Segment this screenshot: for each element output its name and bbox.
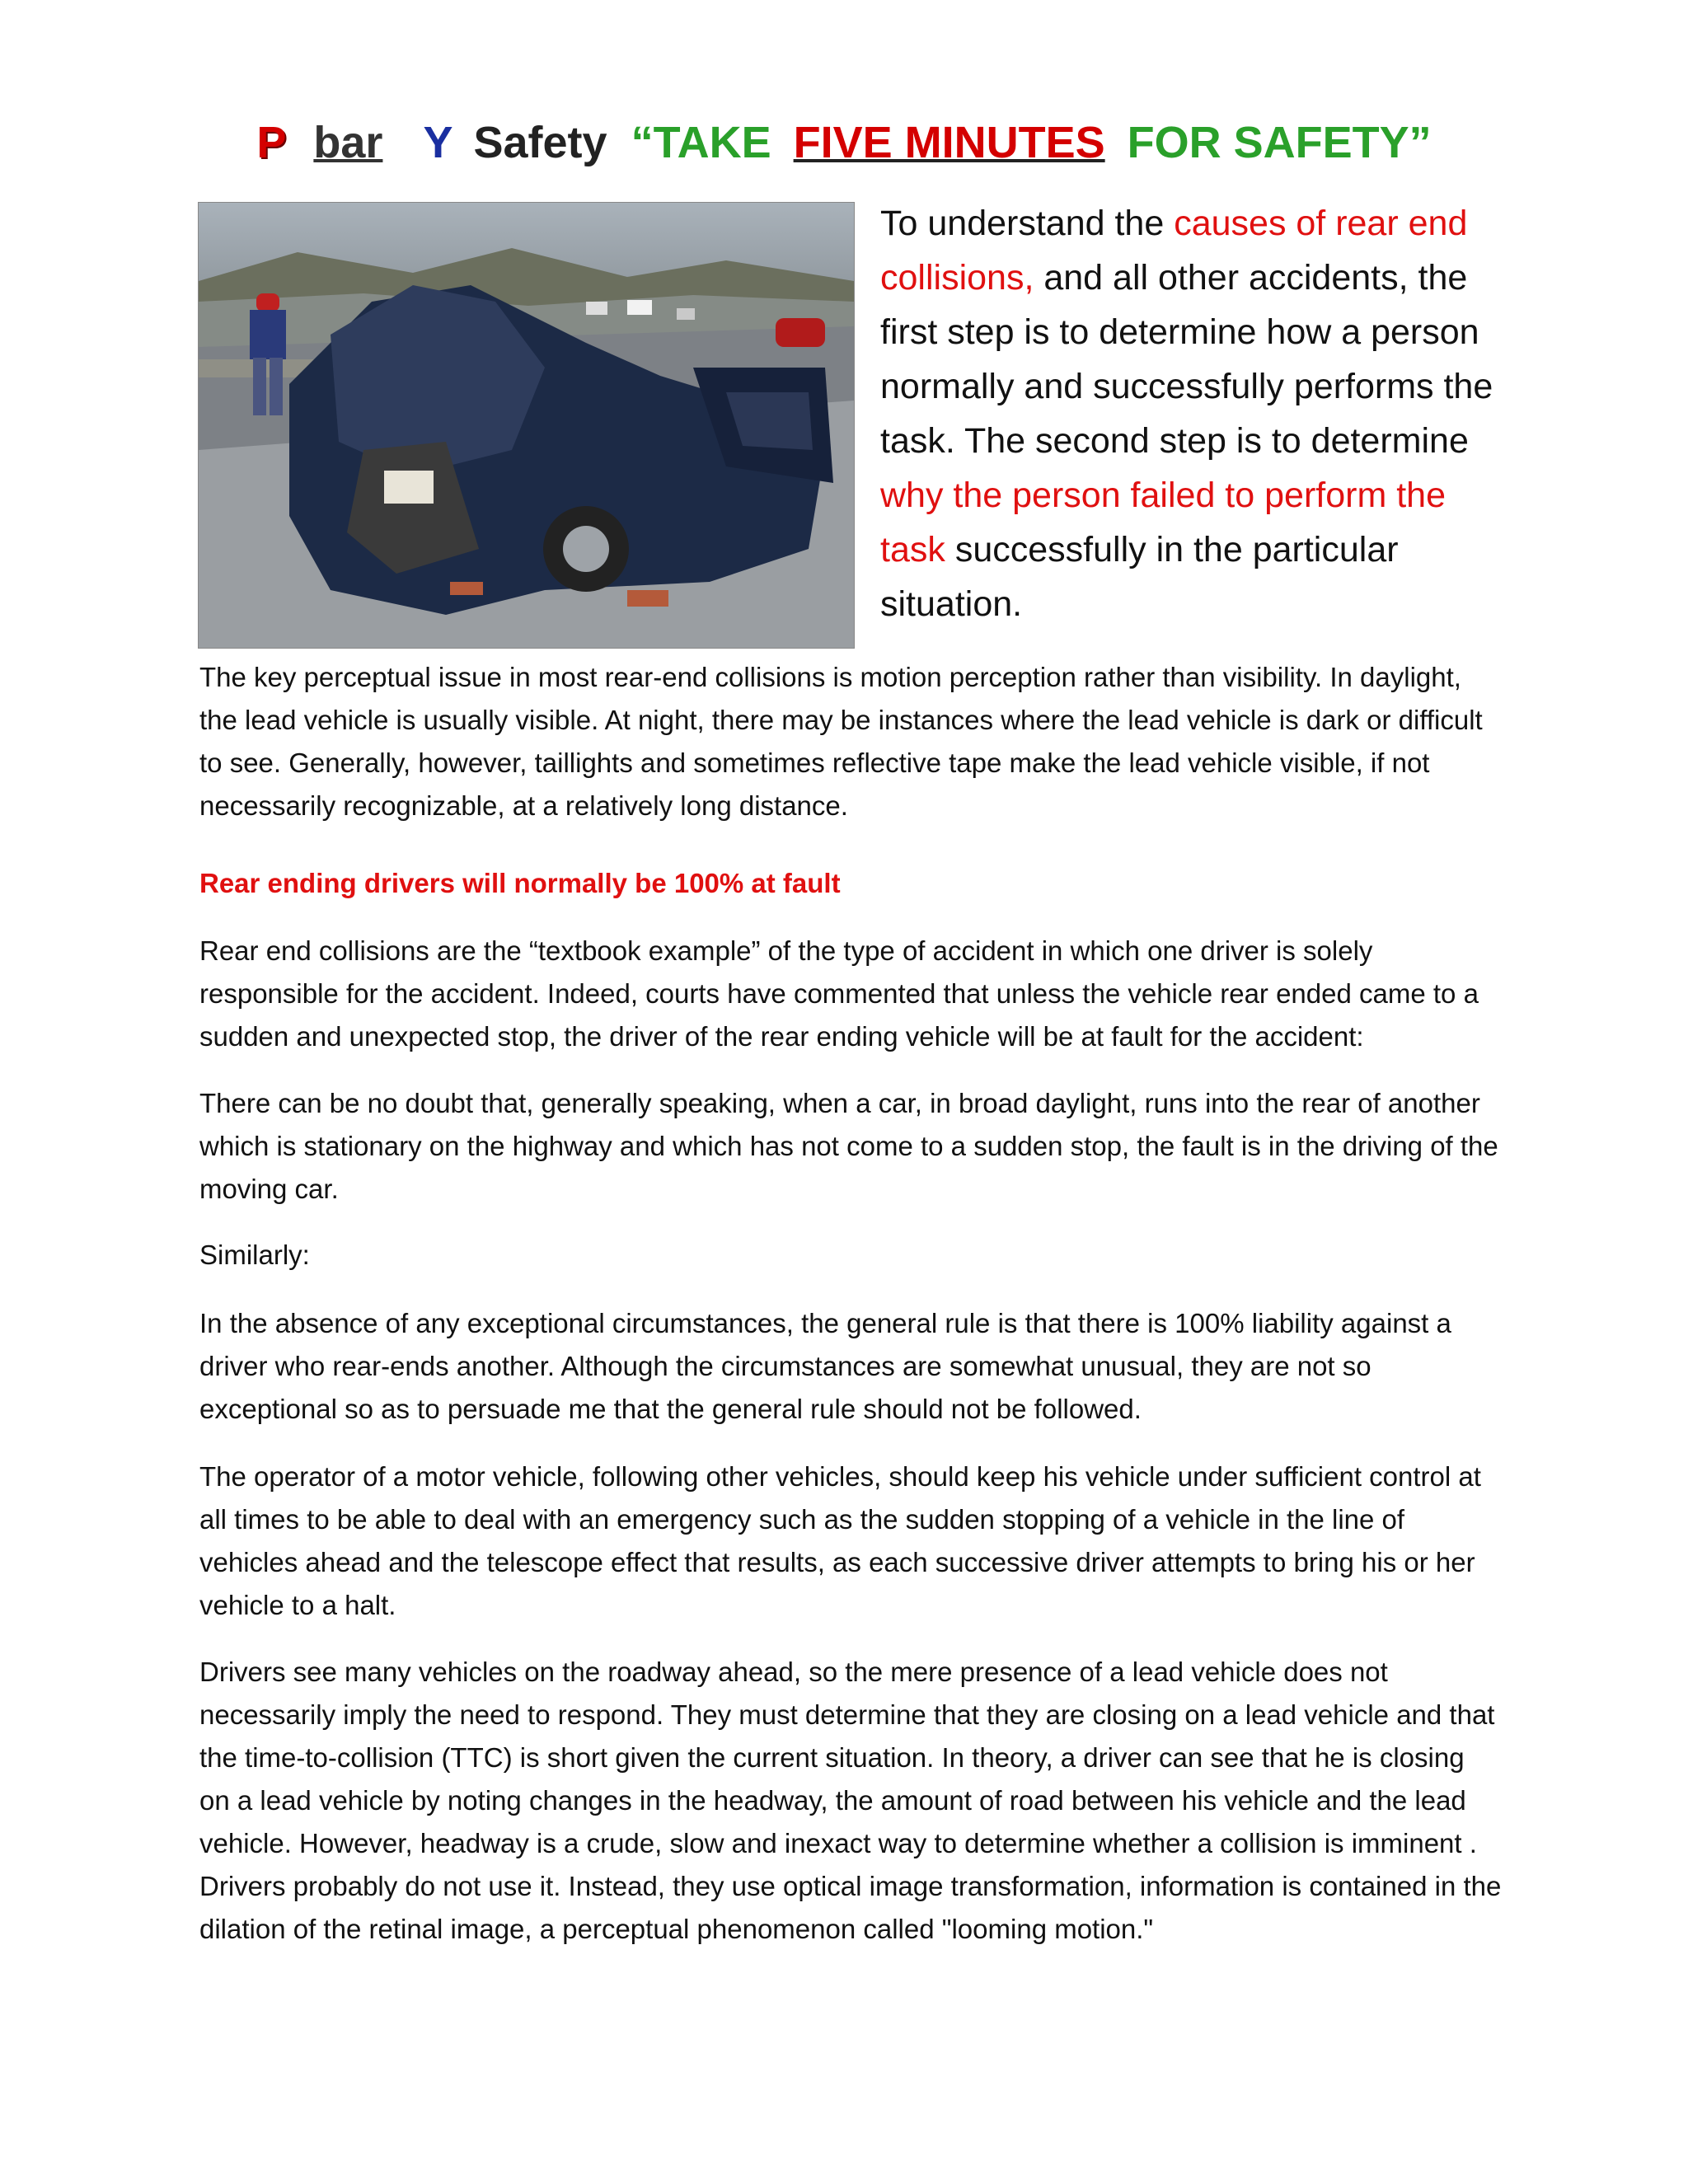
- title-take: “TAKE: [631, 118, 771, 167]
- paragraph-2: [199, 930, 1502, 1058]
- paragraph-3: [199, 1082, 1502, 1211]
- paragraph-6: [199, 1455, 1502, 1627]
- paragraph-7-text: Drivers see many vehicles on the roadway ahead, so the mere presence of a lead vehicle does not necessarily imply the need to respond. They must determine that they are closing on a lead vehicle and that the time-to-collision (TTC) is short given the current situation. In theory, a driver can see that he is closing on a lead vehicle by noting changes in the headway, the amount of road between his vehicle and the lead vehicle. However, headway is a crude, slow and inexact way to determine whether a collision is imminent . Drivers probably do not use it. Instead, they use optical image transformation, information is contained in the dilation of the retinal image, a perceptual phenomenon called "looming motion.": [199, 1657, 1502, 1944]
- paragraph-4-text: Similarly:: [199, 1240, 310, 1270]
- paragraph-1: [199, 656, 1502, 827]
- paragraph-7: [199, 1651, 1502, 1951]
- paragraph-4: [199, 1234, 1502, 1277]
- paragraph-2-text: Rear end collisions are the “textbook example” of the type of accident in which one driver is solely responsible for the accident. Indeed, courts have commented that unless the vehicle rear ended came to a sudden and unexpected stop, the driver of the rear ending vehicle will be at fault for the accident:: [199, 935, 1479, 1052]
- page-title: [0, 105, 1688, 180]
- paragraph-6-text: The operator of a motor vehicle, following other vehicles, should keep his vehicle under sufficient control at all times to be able to deal with an emergency such as the sudden stopping of a vehicle in the line of vehicles ahead and the telescope effect that results, as each successive driver attempts to bring his or her vehicle to a halt.: [199, 1461, 1481, 1620]
- intro-part-1: To understand the: [880, 204, 1175, 243]
- crashed-car-photo: [198, 202, 855, 649]
- title-five-minutes: FIVE MINUTES: [793, 118, 1105, 167]
- paragraph-5: [199, 1302, 1502, 1431]
- title-y: Y: [423, 118, 453, 167]
- intro-part-3: and all other accidents, the first step is to determine how a person normally and successfully performs the task. The second step is to determine: [880, 258, 1493, 461]
- title-p: P: [256, 118, 287, 167]
- intro-part-5: successfully in the particular situation.: [880, 530, 1399, 624]
- section-heading: Rear ending drivers will normally be 100% at fault: [199, 868, 841, 898]
- paragraph-3-text: There can be no doubt that, generally speaking, when a car, in broad daylight, runs into the rear of another which is stationary on the highway and which has not come to a sudden stop, the fault is in the driving of the moving car.: [199, 1088, 1498, 1204]
- intro-highlight-causes: causes of rear end collisions,: [880, 204, 1468, 298]
- paragraph-1-text: The key perceptual issue in most rear-end collisions is motion perception rather than visibility. In daylight, the lead vehicle is usually visible. At night, there may be instances where the lead vehicle is dark or difficult to see. Generally, however, taillights and sometimes reflective tape make the lead vehicle visible, if not necessarily recognizable, at a relatively long distance.: [199, 662, 1483, 821]
- title-for-safety: FOR SAFETY”: [1127, 118, 1432, 167]
- title-safety: Safety: [473, 118, 607, 167]
- title-bar: bar: [313, 118, 383, 167]
- paragraph-5-text: In the absence of any exceptional circumstances, the general rule is that there is 100% liability against a driver who rear-ends another. Although the circumstances are somewhat unusual, they are not so exceptional so as to persuade me that the general rule should not be followed.: [199, 1308, 1451, 1424]
- intro-text: [880, 196, 1515, 631]
- intro-highlight-why: why the person failed to perform the task: [880, 476, 1446, 569]
